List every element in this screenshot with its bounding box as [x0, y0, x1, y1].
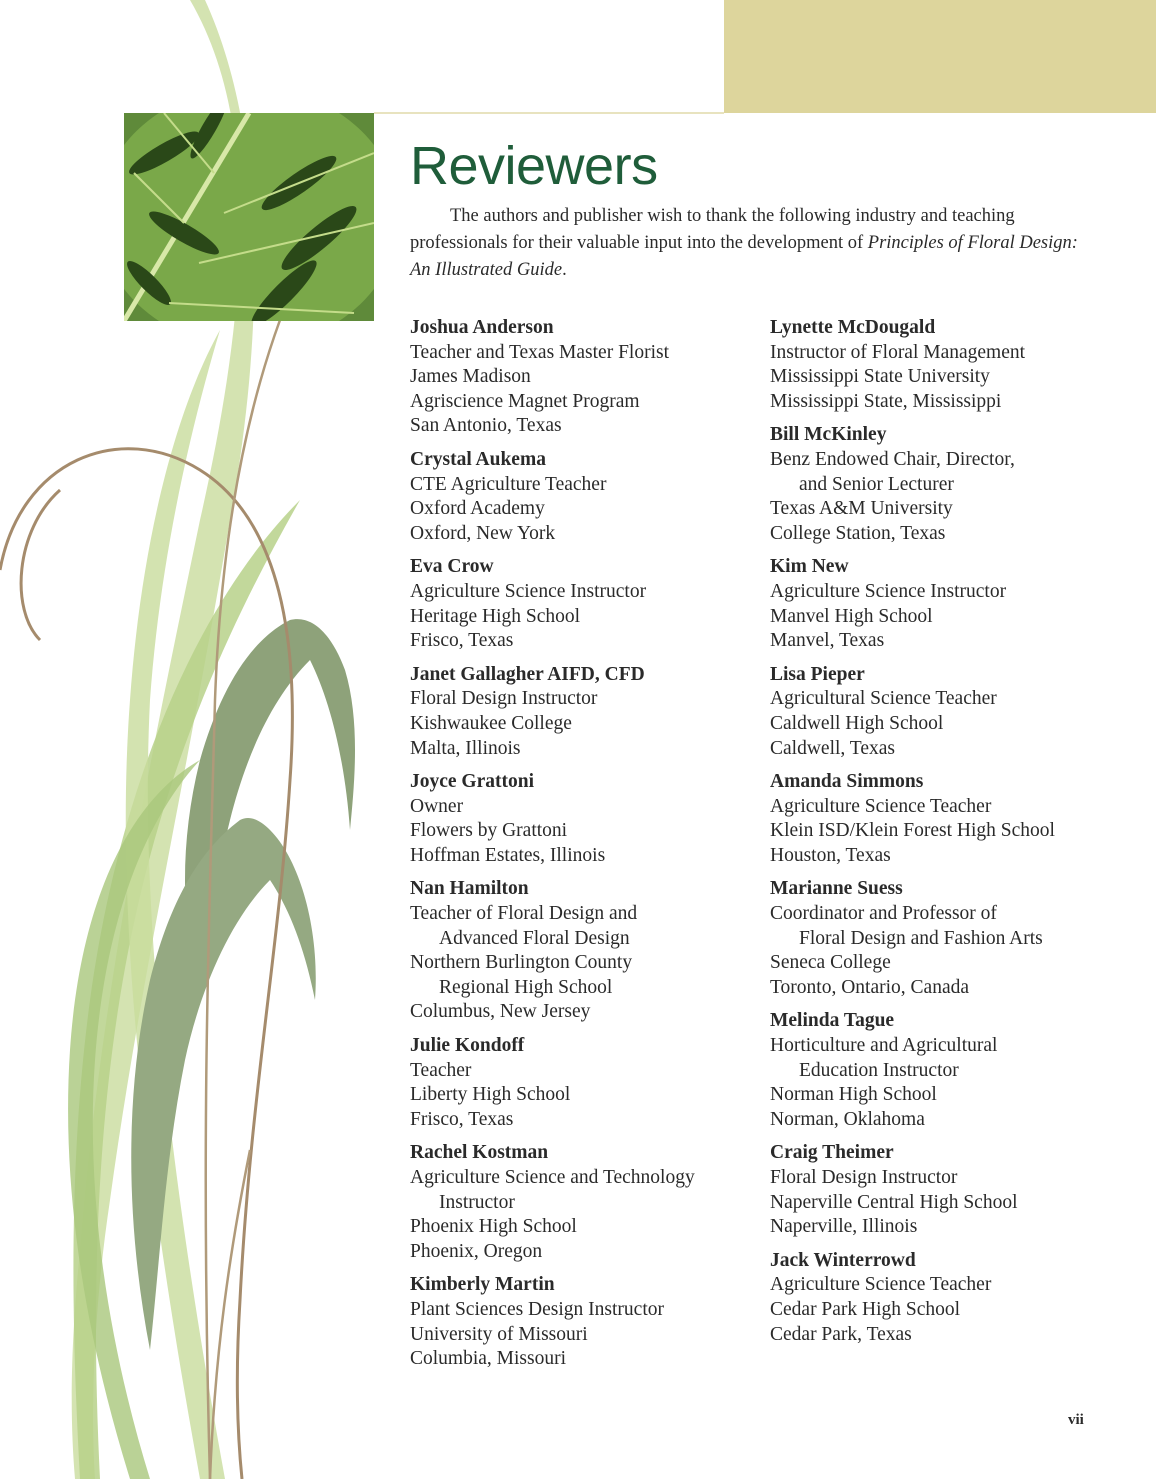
reviewer-entry [770, 1249, 1150, 1347]
reviewer-name: Craig Theimer [770, 1142, 894, 1164]
reviewers-left-column [410, 316, 760, 1381]
reviewer-detail-line: Seneca College [770, 952, 891, 974]
reviewer-detail-line: Naperville, Illinois [770, 1216, 918, 1238]
reviewer-detail-line: Owner [410, 795, 464, 817]
reviewer-detail-line: Caldwell, Texas [770, 737, 895, 759]
reviewer-entry [410, 316, 760, 439]
reviewer-detail-line: Agriculture Science Teacher [770, 795, 992, 817]
reviewer-entry [770, 877, 1150, 1000]
reviewer-entry [410, 1141, 760, 1264]
reviewer-name: Jack Winterrowd [770, 1249, 916, 1271]
reviewer-detail-line: Agriculture Science Teacher [770, 1274, 992, 1296]
reviewer-entry [410, 1034, 760, 1132]
reviewer-entry [410, 555, 760, 653]
reviewer-detail-line: Horticulture and Agricultural [770, 1035, 998, 1057]
reviewer-detail-line: Frisco, Texas [410, 1108, 514, 1130]
intro-paragraph [410, 203, 1090, 284]
reviewer-detail-line: University of Missouri [410, 1323, 588, 1345]
reviewer-detail-line: Malta, Illinois [410, 737, 521, 759]
page-number: vii [1068, 1412, 1084, 1428]
reviewer-name: Melinda Tague [770, 1010, 895, 1032]
reviewer-detail-line: Teacher and Texas Master Florist [410, 341, 669, 363]
reviewer-detail-line: Phoenix, Oregon [410, 1240, 543, 1262]
reviewer-detail-line: Agriscience Magnet Program [410, 390, 640, 412]
reviewer-detail-line: Floral Design Instructor [770, 1167, 958, 1188]
reviewer-detail-line: Plant Sciences Design Instructor [410, 1298, 664, 1320]
reviewer-name: Lisa Pieper [770, 663, 865, 685]
reviewer-name: Kim New [770, 556, 849, 578]
reviewer-detail-line: Advanced Floral Design [439, 927, 630, 949]
reviewer-name: Julie Kondoff [410, 1035, 525, 1057]
reviewer-name: Nan Hamilton [410, 878, 529, 900]
reviewer-name: Rachel Kostman [410, 1142, 549, 1164]
reviewer-detail-line: Manvel, Texas [770, 630, 885, 652]
reviewer-detail-line: Hoffman Estates, Illinois [410, 844, 606, 866]
reviewer-name: Amanda Simmons [770, 771, 924, 793]
reviewer-detail-line: San Antonio, Texas [410, 415, 562, 437]
reviewer-entry [410, 770, 760, 868]
reviewer-detail-line: Norman High School [770, 1084, 937, 1106]
reviewer-detail-line: Toronto, Ontario, Canada [770, 976, 969, 998]
reviewer-detail-line: Columbia, Missouri [410, 1348, 567, 1370]
reviewer-entry [770, 770, 1150, 868]
reviewer-entry [770, 555, 1150, 653]
reviewer-name: Bill McKinley [770, 424, 887, 446]
reviewer-name: Joyce Grattoni [410, 771, 535, 793]
reviewer-entry [770, 316, 1150, 414]
reviewer-detail-line: Manvel High School [770, 605, 933, 627]
reviewer-detail-line: Instructor of Floral Management [770, 341, 1026, 363]
reviewer-detail-line: Oxford Academy [410, 498, 545, 520]
reviewer-name: Lynette McDougald [770, 317, 936, 338]
reviewer-entry [410, 448, 760, 546]
reviewer-detail-line: Floral Design and Fashion Arts [799, 927, 1043, 949]
reviewer-detail-line: Caldwell High School [770, 712, 944, 734]
reviewers-right-column [770, 316, 1150, 1356]
reviewer-detail-line: Benz Endowed Chair, Director, [770, 448, 1015, 470]
reviewer-detail-line: Columbus, New Jersey [410, 1001, 591, 1023]
reviewer-name: Joshua Anderson [410, 317, 554, 338]
reviewer-entry [770, 663, 1150, 761]
reviewer-detail-line: Coordinator and Professor of [770, 903, 997, 925]
reviewer-detail-line: Heritage High School [410, 605, 581, 627]
intro-book-title: Principles of Floral Design: An Illustrated Guide [410, 233, 1078, 280]
reviewer-detail-line: Naperville Central High School [770, 1191, 1018, 1213]
header-rule [374, 112, 724, 114]
reviewer-name: Crystal Aukema [410, 448, 546, 470]
reviewer-detail-line: Cedar Park, Texas [770, 1323, 912, 1345]
intro-period: . [562, 260, 567, 280]
reviewer-detail-line: Oxford, New York [410, 522, 556, 544]
reviewer-entry [410, 1273, 760, 1371]
reviewer-detail-line: College Station, Texas [770, 522, 946, 544]
reviewer-detail-line: Agriculture Science and Technology [410, 1167, 695, 1188]
reviewer-entry [770, 423, 1150, 546]
reviewer-detail-line: Floral Design Instructor [410, 688, 598, 710]
reviewer-name: Janet Gallagher AIFD, CFD [410, 663, 645, 685]
reviewer-name: Kimberly Martin [410, 1274, 555, 1296]
reviewer-detail-line: Regional High School [439, 976, 613, 998]
reviewer-detail-line: James Madison [410, 366, 531, 388]
reviewer-entry [410, 663, 760, 761]
reviewer-detail-line: Instructor [439, 1191, 515, 1213]
reviewer-detail-line: Mississippi State, Mississippi [770, 390, 1002, 412]
top-color-band [724, 0, 1156, 113]
reviewer-detail-line: Cedar Park High School [770, 1298, 961, 1320]
reviewer-detail-line: Norman, Oklahoma [770, 1108, 925, 1130]
reviewer-detail-line: Agriculture Science Instructor [770, 580, 1007, 602]
reviewer-detail-line: Mississippi State University [770, 366, 990, 388]
reviewer-detail-line: Phoenix High School [410, 1216, 577, 1238]
reviewer-detail-line: Agricultural Science Teacher [770, 688, 997, 710]
reviewer-name: Eva Crow [410, 556, 494, 578]
reviewer-name: Marianne Suess [770, 878, 903, 900]
monstera-leaf-photo [124, 113, 374, 321]
intro-text: The authors and publisher wish to thank the following industry and teaching professionals for their valuable input into the development of [410, 206, 1015, 253]
reviewer-detail-line: Northern Burlington County [410, 952, 633, 974]
reviewer-detail-line: Teacher of Floral Design and [410, 903, 638, 925]
reviewer-detail-line: Teacher [410, 1059, 472, 1081]
reviewer-detail-line: Houston, Texas [770, 844, 891, 866]
reviewer-detail-line: Texas A&M University [770, 498, 953, 520]
reviewer-detail-line: Kishwaukee College [410, 712, 572, 734]
page-title: Reviewers [410, 136, 658, 196]
reviewer-entry [770, 1009, 1150, 1132]
reviewer-detail-line: Klein ISD/Klein Forest High School [770, 820, 1055, 842]
reviewer-detail-line: Liberty High School [410, 1084, 571, 1106]
reviewer-entry [410, 877, 760, 1025]
reviewer-detail-line: Frisco, Texas [410, 630, 514, 652]
reviewer-detail-line: Education Instructor [799, 1059, 959, 1081]
reviewer-detail-line: and Senior Lecturer [799, 473, 954, 495]
reviewer-detail-line: Flowers by Grattoni [410, 820, 568, 842]
reviewer-detail-line: CTE Agriculture Teacher [410, 473, 607, 495]
reviewer-detail-line: Agriculture Science Instructor [410, 580, 647, 602]
reviewer-entry [770, 1141, 1150, 1239]
